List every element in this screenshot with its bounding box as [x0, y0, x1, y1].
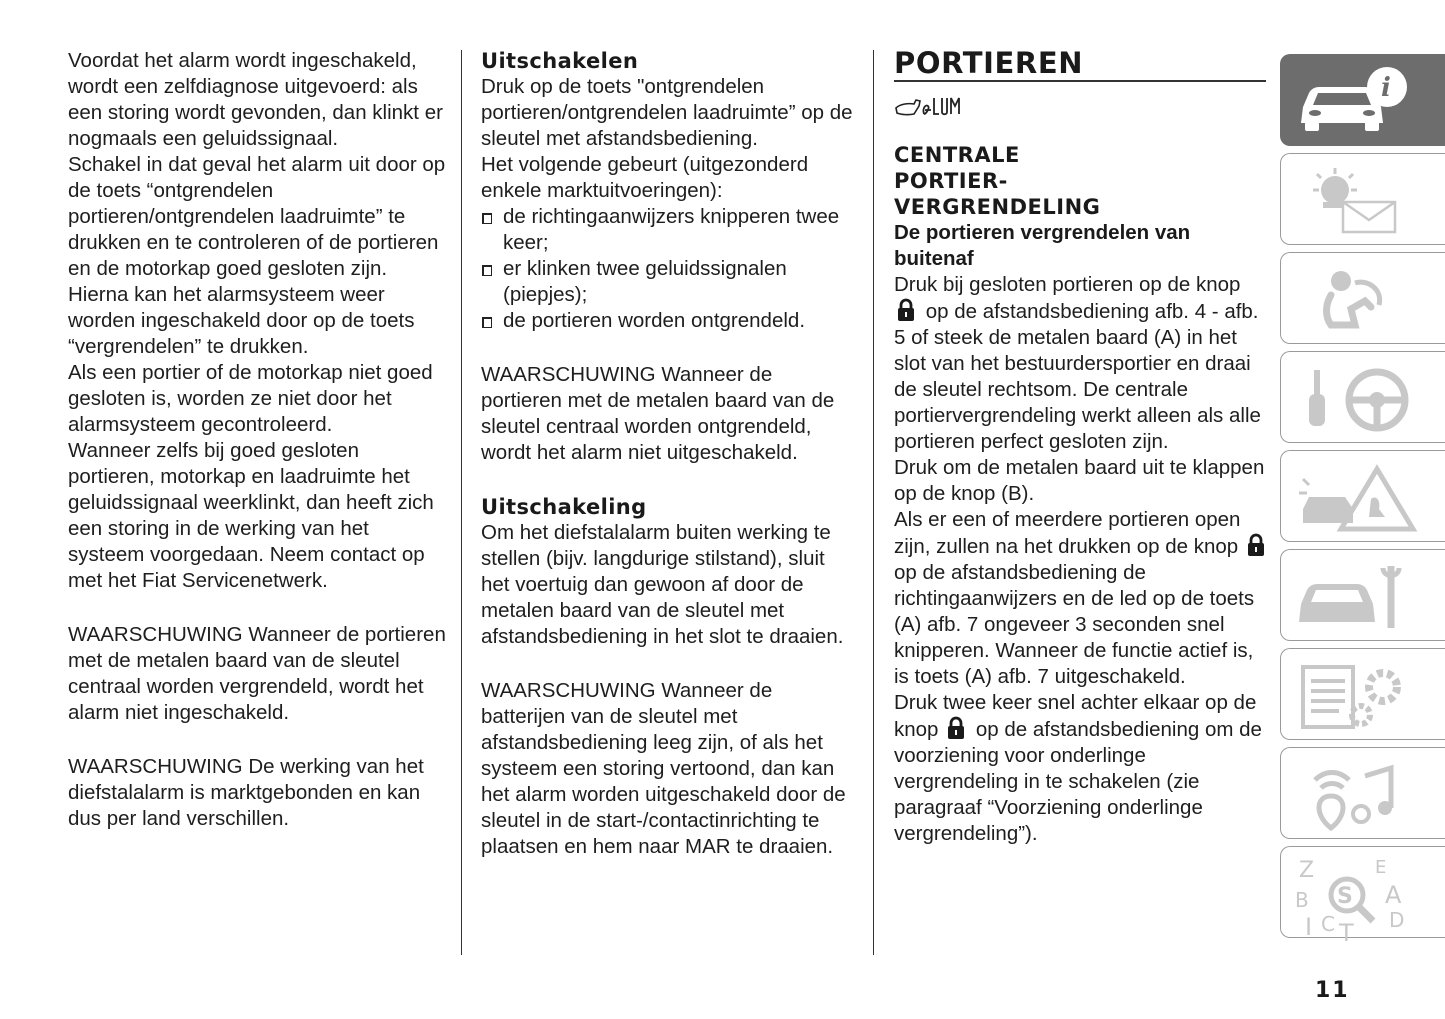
tab-emergency[interactable]	[1280, 450, 1445, 542]
column-1	[68, 48, 448, 832]
warning-note: WAARSCHUWING Wanneer de portieren met de metalen baard van de sleutel centraal worden ontgrendeld, wordt het alarm niet uitgeschakeld.	[481, 363, 835, 464]
seat-airbag-icon	[1295, 261, 1435, 337]
svg-text:A: A	[1385, 881, 1402, 909]
lock-icon	[1246, 533, 1266, 557]
subheading-uitschakeling: Uitschakeling	[481, 495, 647, 519]
tab-maintenance[interactable]	[1280, 549, 1445, 641]
svg-text:S: S	[1337, 884, 1353, 909]
paragraph: Voordat het alarm wordt ingeschakeld, wordt een zelfdiagnose uitgevoerd: als een storing wordt gevonden, dan klinkt er nogmaals een geluidssignaal.	[68, 49, 443, 150]
tab-multimedia[interactable]	[1280, 747, 1445, 839]
column-3	[894, 48, 1270, 847]
warning-lights-message-icon	[1295, 162, 1435, 238]
paragraph: Schakel in dat geval het alarm uit door op de toets “ontgrendelen portieren/ontgrendelen laadruimte” te drukken en te controleren of de portieren en de motorkap goed gesloten zijn. Hierna kan het alarmsysteem weer worden ingeschakeld door op de toets “vergrendelen” te drukken.	[68, 153, 446, 358]
warning-note: WAARSCHUWING Wanneer de batterijen van de sleutel met afstandsbediening leeg zijn, of als het systeem een storing vertoond, dan kan het alarm worden uitgeschakeld door de sleutel in de start-/contactinrichting te plaatsen en hem naar MAR te draaien.	[481, 679, 846, 858]
svg-text:i: i	[1381, 73, 1391, 103]
tab-index[interactable]	[1280, 846, 1445, 945]
tab-technical-data[interactable]	[1280, 648, 1445, 740]
alphabetical-index-icon	[1295, 855, 1435, 945]
svg-text:T: T	[1339, 919, 1354, 945]
key-steering-wheel-icon	[1295, 360, 1435, 436]
bullet-item: er klinken twee geluidssignalen (piepjes);	[481, 256, 856, 308]
paragraph: Om het diefstalalarm buiten werking te stellen (bijv. langdurige stilstand), sluit het voertuig dan gewoon af door de metalen baard van de sleutel met afstandsbediening in het slot te draaien.	[481, 521, 844, 648]
car-maintenance-icon	[1295, 558, 1435, 634]
paragraph: Druk bij gesloten portieren op de knop op de afstandsbediening afb. 4 - afb. 5 of steek de metalen baard (A) in het slot van het bestuurdersportier en draai de sleutel rechtsom. De centrale portiervergrendeling werkt alleen als alle portieren perfect gesloten zijn.	[894, 273, 1261, 453]
bullet-item: de portieren worden ontgrendeld.	[481, 308, 856, 334]
column-divider	[873, 50, 874, 955]
tab-car-info[interactable]	[1280, 54, 1445, 146]
multimedia-music-icon	[1295, 756, 1435, 832]
tab-dashboard[interactable]	[1280, 153, 1445, 245]
paragraph: Als er een of meerdere portieren open zijn, zullen na het drukken op de knop op de afstandsbediening de richtingaanwijzers en de led op de toets (A) afb. 7 ongeveer 3 seconden snel knipperen. Wanneer de functie actief is, is toets (A) afb. 7 uitgeschakeld.	[894, 507, 1270, 690]
lead-heading: De portieren vergrendelen van buitenaf	[894, 221, 1191, 270]
elum-logo	[894, 82, 1270, 134]
svg-text:B: B	[1295, 888, 1309, 912]
paragraph: Als een portier of de motorkap niet goed gesloten is, worden ze niet door het alarmsysteem gecontroleerd.	[68, 361, 433, 436]
bullet-item: de richtingaanwijzers knipperen twee keer;	[481, 204, 856, 256]
car-breakdown-warning-icon	[1295, 459, 1435, 535]
lock-icon	[946, 716, 966, 740]
lock-icon	[896, 298, 916, 322]
svg-text:D: D	[1389, 908, 1405, 932]
section-heading: CENTRALE PORTIER- VERGRENDELING	[894, 143, 1101, 219]
tab-starting-driving[interactable]	[1280, 351, 1445, 443]
paragraph: Het volgende gebeurt (uitgezonderd enkele marktuitvoeringen):	[481, 153, 809, 202]
svg-text:E: E	[1375, 857, 1387, 878]
column-2	[481, 48, 856, 860]
warning-note: WAARSCHUWING De werking van het diefstalalarm is marktgebonden en kan dus per land verschillen.	[68, 755, 424, 830]
page-number: 11	[1315, 978, 1350, 1003]
paragraph: Wanneer zelfs bij goed gesloten portieren, motorkap en laadruimte het geluidssignaal weerklinkt, dan heeft zich een storing in de werking van het systeem voorgedaan. Neem contact op met het Fiat Servicenetwerk.	[68, 439, 434, 592]
tab-safety[interactable]	[1280, 252, 1445, 344]
paragraph: Druk op de toets "ontgrendelen portieren/ontgrendelen laadruimte” op de sleutel met afstandsbediening.	[481, 75, 853, 150]
svg-text:I: I	[1305, 913, 1313, 941]
paragraph: Druk om de metalen baard uit te klappen op de knop (B).	[894, 456, 1265, 505]
car-info-icon	[1295, 63, 1435, 139]
specifications-gear-icon	[1295, 657, 1435, 733]
hand-pointer-icon	[894, 92, 964, 122]
paragraph: Druk twee keer snel achter elkaar op de knop op de afstandsbediening om de voorziening voor onderlinge vergrendeling in te schakelen (zie paragraaf “Voorziening onderlinge vergrendeling”).	[894, 691, 1262, 845]
page-title: PORTIEREN	[894, 48, 1266, 82]
subheading-uitschakelen: Uitschakelen	[481, 49, 639, 73]
warning-note: WAARSCHUWING Wanneer de portieren met de metalen baard van de sleutel centraal worden vergrendeld, wordt het alarm niet ingeschakeld.	[68, 623, 446, 724]
column-divider	[461, 50, 462, 955]
svg-text:Z: Z	[1299, 858, 1315, 883]
svg-text:C: C	[1321, 912, 1335, 936]
